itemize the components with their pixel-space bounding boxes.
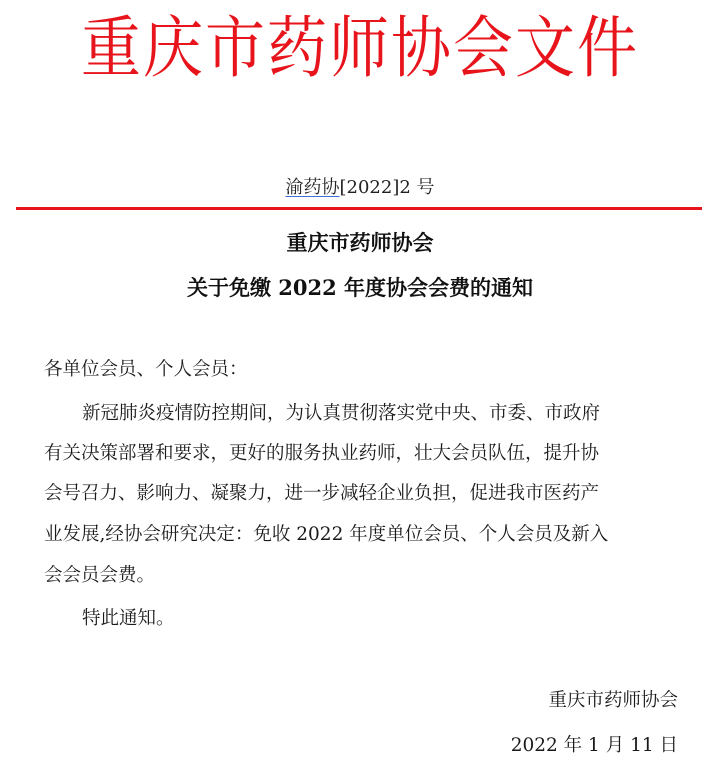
issue-number: [2022]2 号 xyxy=(339,177,435,198)
body-paragraph-line: 新冠肺炎疫情防控期间，为认真贯彻落实党中央、市委、市政府 xyxy=(82,403,601,424)
red-divider-line xyxy=(16,207,702,210)
notice-title-line-1: 重庆市药师协会 xyxy=(286,230,434,255)
document-number xyxy=(0,176,720,200)
body-paragraph-line: 会号召力、影响力、凝聚力，进一步减轻企业负担，促进我市医药产 xyxy=(44,483,600,504)
signature-organization: 重庆市药师协会 xyxy=(548,690,678,711)
issuer-abbreviation: 渝药协 xyxy=(285,177,340,198)
body-paragraph-line: 业发展,经协会研究决定：免收 2022 年度单位会员、个人会员及新入 xyxy=(44,524,609,545)
closing-remark: 特此通知。 xyxy=(82,608,175,629)
salutation: 各单位会员、个人会员： xyxy=(44,359,248,380)
signature-date: 2022 年 1 月 11 日 xyxy=(510,735,678,756)
body-paragraph-line: 有关决策部署和要求，更好的服务执业药师，壮大会员队伍，提升协 xyxy=(44,443,600,464)
body-paragraph-line: 会会员会费。 xyxy=(44,565,156,586)
document-masthead: 重庆市药师协会文件 xyxy=(81,9,639,89)
notice-title-line-2: 关于免缴 2022 年度协会会费的通知 xyxy=(186,275,534,300)
